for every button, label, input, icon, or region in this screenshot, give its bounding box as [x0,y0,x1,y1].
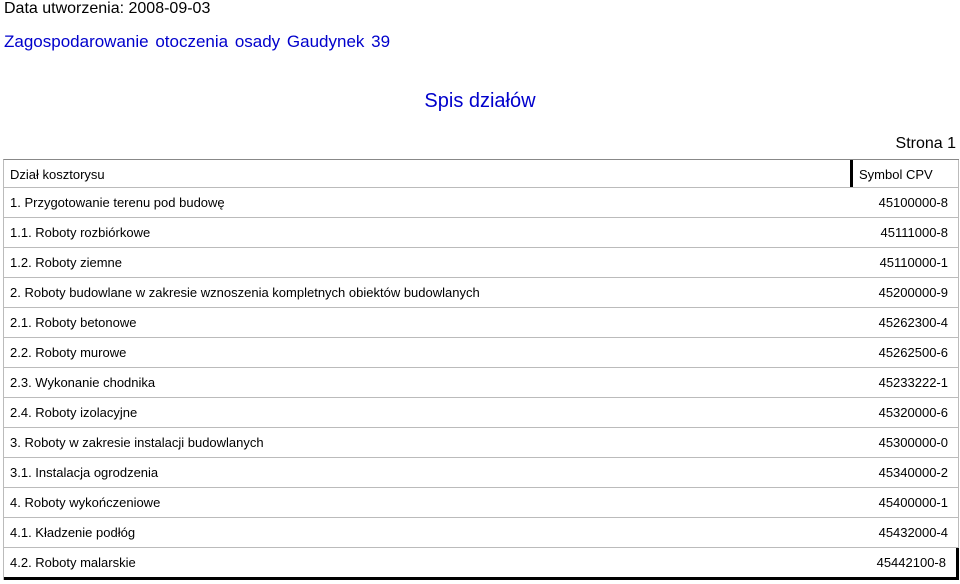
project-title: Zagospodarowanie otoczenia osady Gaudynek 39 [4,32,391,51]
table-header-row [4,160,959,188]
column-divider [850,160,853,187]
cpv-code: 45100000-8 [878,195,948,210]
cpv-code: 45340000-2 [878,465,948,480]
section-name: 3. Roboty w zakresie instalacji budowlanych [10,435,264,450]
table-row [4,308,959,338]
section-name: 4.2. Roboty malarskie [10,555,136,570]
section-name: 1.2. Roboty ziemne [10,255,123,270]
page-number: Strona 1 [895,135,956,152]
cpv-code: 45110000-1 [879,255,948,270]
section-name: 3.1. Instalacja ogrodzenia [10,465,159,480]
section-name: 4.1. Kładzenie podłóg [10,525,136,540]
cpv-code: 45442100-8 [876,555,946,570]
table-row [4,338,959,368]
table-row [4,368,959,398]
cpv-code: 45233222-1 [878,375,948,390]
section-name: 1.1. Roboty rozbiórkowe [10,225,151,240]
section-name: 2.3. Wykonanie chodnika [10,375,156,390]
cpv-code: 45262300-4 [878,315,948,330]
table-row [4,188,959,218]
section-name: 4. Roboty wykończeniowe [10,495,161,510]
table-row [4,428,959,458]
section-name: 2.1. Roboty betonowe [10,315,137,330]
table-row [4,248,959,278]
cpv-code: 45432000-4 [878,525,948,540]
section-name: 2. Roboty budowlane w zakresie wznoszenia kompletnych obiektów budowlanych [10,285,480,300]
section-name: 2.2. Roboty murowe [10,345,127,360]
page-title: Spis działów [424,90,536,112]
cpv-code: 45320000-6 [878,405,948,420]
cpv-code: 45111000-8 [880,225,948,240]
column-header-section: Dział kosztorysu [10,167,105,182]
section-name: 2.4. Roboty izolacyjne [10,405,138,420]
cpv-code: 45300000-0 [878,435,948,450]
table-row [4,548,959,580]
cpv-code: 45400000-1 [878,495,948,510]
table-row [4,518,959,548]
table-row [4,488,959,518]
table-row [4,458,959,488]
table-row [4,398,959,428]
cpv-code: 45200000-9 [878,285,948,300]
creation-date: Data utworzenia: 2008-09-03 [4,0,211,17]
cpv-code: 45262500-6 [878,345,948,360]
section-name: 1. Przygotowanie terenu pod budowę [10,195,225,210]
sections-table [3,159,959,580]
table-row [4,278,959,308]
table-row [4,218,959,248]
column-header-cpv: Symbol CPV [859,167,933,182]
